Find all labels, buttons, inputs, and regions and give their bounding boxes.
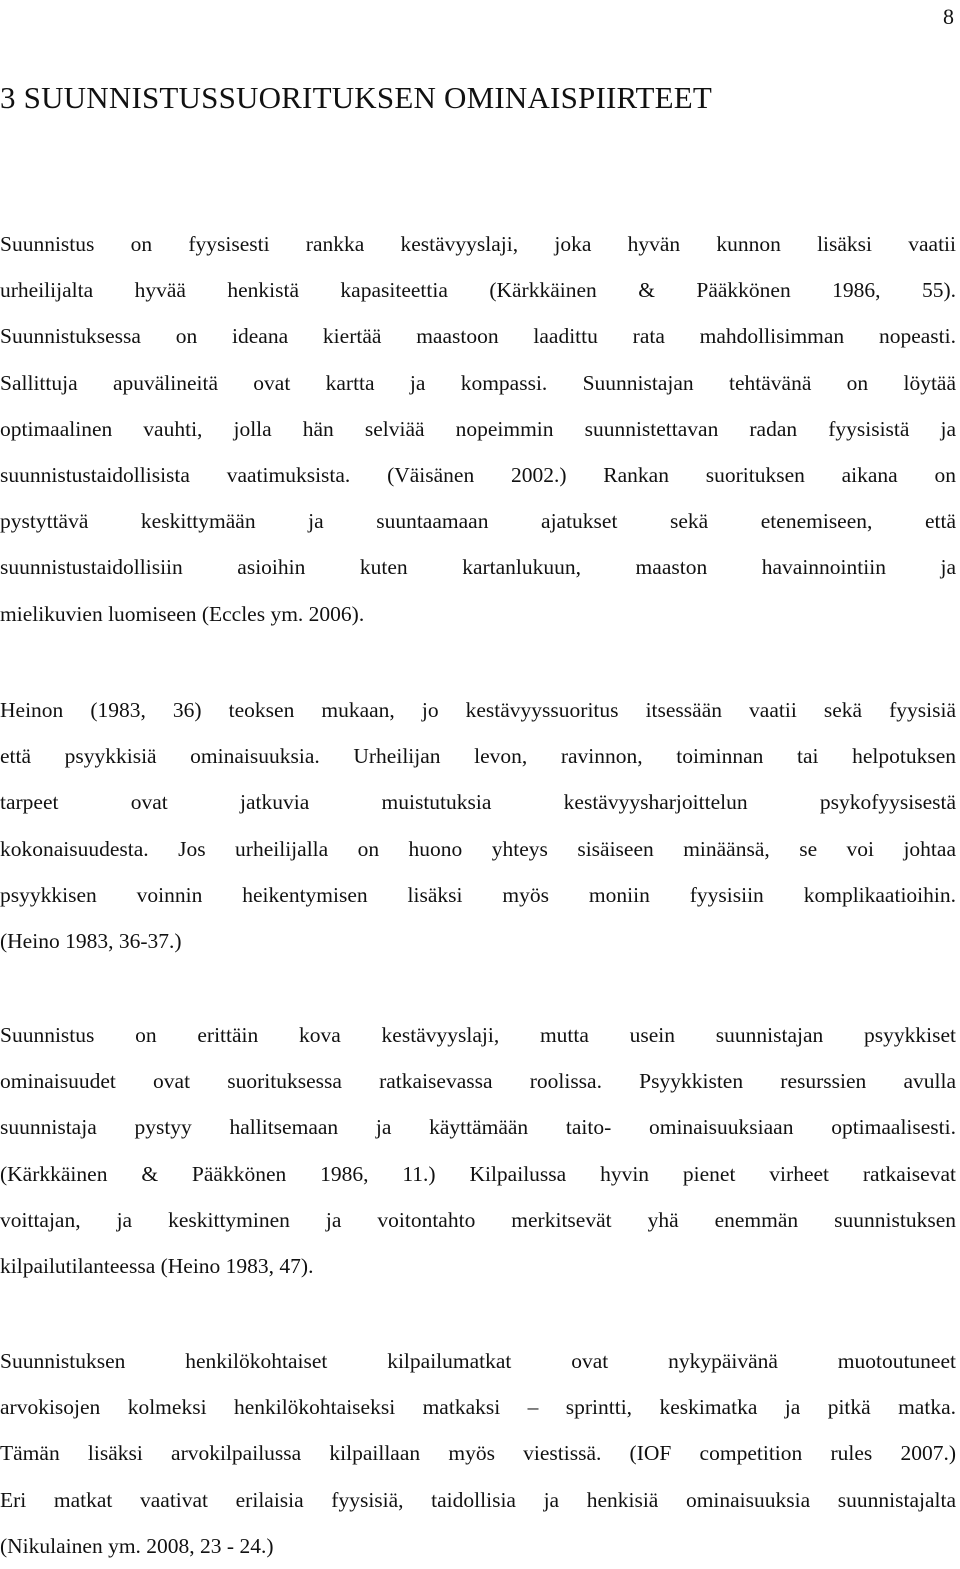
paragraph-2: [0, 687, 956, 964]
paragraph-line: Tämän lisäksi arvokilpailussa kilpaillaan myös viestissä. (IOF competition rules 2007.): [0, 1441, 956, 1466]
paragraph-line: suunnistustaidollisiin asioihin kuten kartanlukuun, maaston havainnointiin ja: [0, 555, 956, 580]
paragraph-line: Suunnistus on fyysisesti rankka kestävyyslaji, joka hyvän kunnon lisäksi vaatii: [0, 232, 956, 256]
paragraph-line: suunnistustaidollisista vaatimuksista. (Väisänen 2002.) Rankan suorituksen aikana on: [0, 462, 956, 487]
page-number: 8: [943, 4, 954, 29]
paragraph-line: Suunnistuksessa on ideana kiertää maastoon laadittu rata mahdollisimman nopeasti.: [0, 324, 956, 349]
paragraph-4: [0, 1338, 956, 1569]
paragraph-line: urheilijalta hyvää henkistä kapasiteettia (Kärkkäinen & Pääkkönen 1986, 55).: [0, 278, 956, 303]
paragraph-line: tarpeet ovat jatkuvia muistutuksia kestävyysharjoittelun psykofyysisestä: [0, 790, 956, 815]
paragraph-line: Eri matkat vaativat erilaisia fyysisiä, taidollisia ja henkisiä ominaisuuksia suunnistajalta: [0, 1487, 956, 1512]
paragraph-line: optimaalinen vauhti, jolla hän selviää nopeimmin suunnistettavan radan fyysisistä ja: [0, 416, 956, 441]
paragraph-line: että psyykkisiä ominaisuuksia. Urheilijan levon, ravinnon, toiminnan tai helpotuksen: [0, 744, 956, 769]
paragraph-3: [0, 1012, 956, 1289]
paragraph-line: (Kärkkäinen & Pääkkönen 1986, 11.) Kilpailussa hyvin pienet virheet ratkaisevat: [0, 1161, 956, 1186]
paragraph-line: psyykkisen voinnin heikentymisen lisäksi myös moniin fyysisiin komplikaatioihin.: [0, 882, 956, 907]
paragraph-line: suunnistaja pystyy hallitsemaan ja käyttämään taito- ominaisuuksiaan optimaalisesti.: [0, 1115, 956, 1140]
paragraph-line: pystyttävä keskittymään ja suuntaamaan ajatukset sekä etenemiseen, että: [0, 509, 956, 534]
paragraph-line: kilpailutilanteessa (Heino 1983, 47).: [0, 1253, 314, 1278]
paragraph-line: (Nikulainen ym. 2008, 23 - 24.): [0, 1533, 274, 1558]
paragraph-line: Suunnistus on erittäin kova kestävyyslaji, mutta usein suunnistajan psyykkiset: [0, 1023, 956, 1047]
paragraph-line: Suunnistuksen henkilökohtaiset kilpailumatkat ovat nykypäivänä muotoutuneet: [0, 1349, 956, 1373]
paragraph-1: [0, 221, 956, 637]
paragraph-line: Sallittuja apuvälineitä ovat kartta ja kompassi. Suunnistajan tehtävänä on löytää: [0, 370, 956, 395]
paragraph-line: ominaisuudet ovat suorituksessa ratkaisevassa roolissa. Psyykkisten resurssien avulla: [0, 1069, 956, 1094]
paragraph-line: kokonaisuudesta. Jos urheilijalla on huono yhteys sisäiseen minäänsä, se voi johtaa: [0, 836, 956, 861]
paragraph-line: mielikuvien luomiseen (Eccles ym. 2006).: [0, 601, 365, 626]
paragraph-line: (Heino 1983, 36-37.): [0, 928, 182, 953]
paragraph-line: voittajan, ja keskittyminen ja voitontahto merkitsevät yhä enemmän suunnistuksen: [0, 1207, 956, 1232]
paragraph-line: arvokisojen kolmeksi henkilökohtaiseksi matkaksi – sprintti, keskimatka ja pitkä matka.: [0, 1395, 956, 1420]
section-heading: 3 SUUNNISTUSSUORITUKSEN OMINAISPIIRTEET: [0, 80, 713, 115]
paragraph-line: Heinon (1983, 36) teoksen mukaan, jo kestävyyssuoritus itsessään vaatii sekä fyysisiä: [0, 698, 956, 722]
